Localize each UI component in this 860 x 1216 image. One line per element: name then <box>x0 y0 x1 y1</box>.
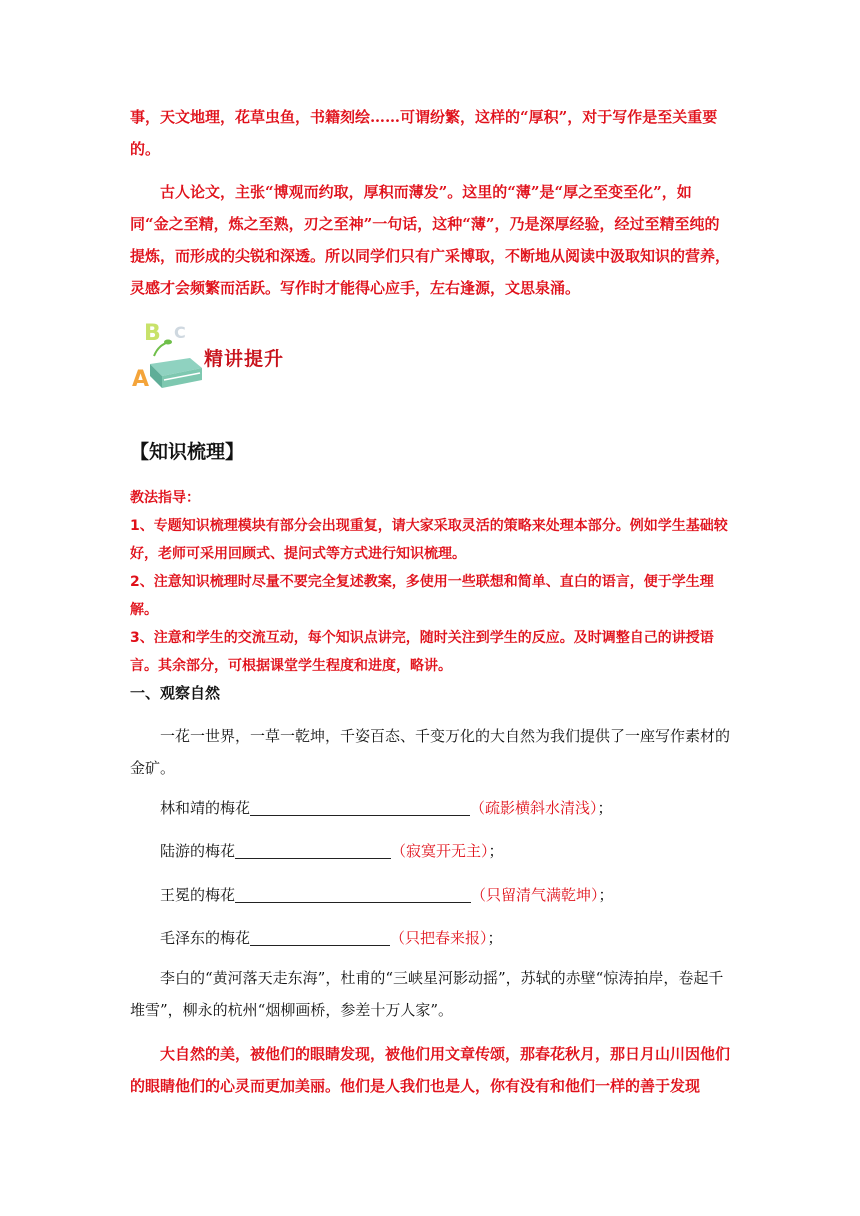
fill-item-label: 林和靖的梅花 <box>160 799 251 817</box>
answer-blank[interactable] <box>250 797 470 816</box>
fill-item-2: 陆游的梅花 （寂寞开无主）； <box>160 842 504 860</box>
answer-blank[interactable] <box>250 927 390 946</box>
letter-b: B <box>144 321 161 346</box>
intro-paragraph-1-line-2: 的。 <box>130 140 161 158</box>
fill-item-4: 毛泽东的梅花 （只把春来报）； <box>160 929 503 947</box>
fill-item-answer: （只留清气满乾坤） <box>471 886 599 904</box>
banner-title: 精讲提升 <box>204 348 285 370</box>
closing-paragraph: 大自然的美，被他们的眼睛发现，被他们用文章传颂，那春花秋月，那日月山川因他们的眼睛他们的心灵而更加美丽。他们是人我们也是人，你有没有和他们一样的善于发现 <box>130 1045 731 1095</box>
poets-paragraph: 李白的“黄河落天走东海”，杜甫的“三峡星河影动摇”，苏轼的赤壁“惊涛拍岸，卷起千堆雪”，柳永的杭州“烟柳画桥，参差十万人家”。 <box>130 969 724 1019</box>
teaching-item-1: 1、专题知识梳理模块有部分会出现重复，请大家采取灵活的策略来处理本部分。例如学生基础较好，老师可采用回顾式、提问式等方式进行知识梳理。 <box>130 518 728 562</box>
section-banner <box>130 318 330 398</box>
fill-item-answer: （疏影横斜水清浅） <box>470 799 598 817</box>
teaching-item-3: 3、注意和学生的交流互动，每个知识点讲完，随时关注到学生的反应。及时调整自己的讲授语言。其余部分，可根据课堂学生程度和进度，略讲。 <box>130 630 714 674</box>
answer-blank[interactable] <box>235 884 471 903</box>
fill-item-answer: （寂寞开无主） <box>391 842 489 860</box>
answer-blank[interactable] <box>235 840 391 859</box>
teaching-item-2: 2、注意知识梳理时尽量不要完全复述教案，多使用一些联想和简单、直白的语言，便于学生理解。 <box>130 574 714 618</box>
teaching-heading: 教法指导： <box>130 490 200 506</box>
fill-item-1: 林和靖的梅花 （疏影横斜水清浅）； <box>160 799 613 817</box>
letter-a: A <box>132 367 150 392</box>
observe-heading: 一、观察自然 <box>130 684 221 702</box>
fill-item-answer: （只把春来报） <box>390 929 488 947</box>
fill-item-3: 王冕的梅花 （只留清气满乾坤）； <box>160 886 614 904</box>
fill-item-label: 王冕的梅花 <box>160 886 236 904</box>
fill-item-label: 毛泽东的梅花 <box>160 929 251 947</box>
intro-paragraph-1-line-1: 事，天文地理，花草虫鱼，书籍刻绘……可谓纷繁，这样的“厚积”，对于写作是至关重要 <box>130 108 718 126</box>
letter-c: C <box>174 323 186 342</box>
fill-item-label: 陆游的梅花 <box>160 842 236 860</box>
observe-intro: 一花一世界，一草一乾坤，千姿百态、千变万化的大自然为我们提供了一座写作素材的金矿。 <box>130 727 731 777</box>
section-title: 【知识梳理】 <box>130 441 245 463</box>
intro-paragraph-2: 古人论文，主张“博观而约取，厚积而薄发”。这里的“薄”是“厚之至变至化”，如同“金之至精，炼之至熟，刃之至神”一句话，这种“薄”，乃是深厚经验，经过至精至纯的提炼，而形成的尖锐和深透。所以同学们只有广采博取，不断地从阅读中汲取知识的营养，灵感才会频繁而活跃。写作时才能得心应手，左右逢源，文思泉涌。 <box>130 183 731 297</box>
